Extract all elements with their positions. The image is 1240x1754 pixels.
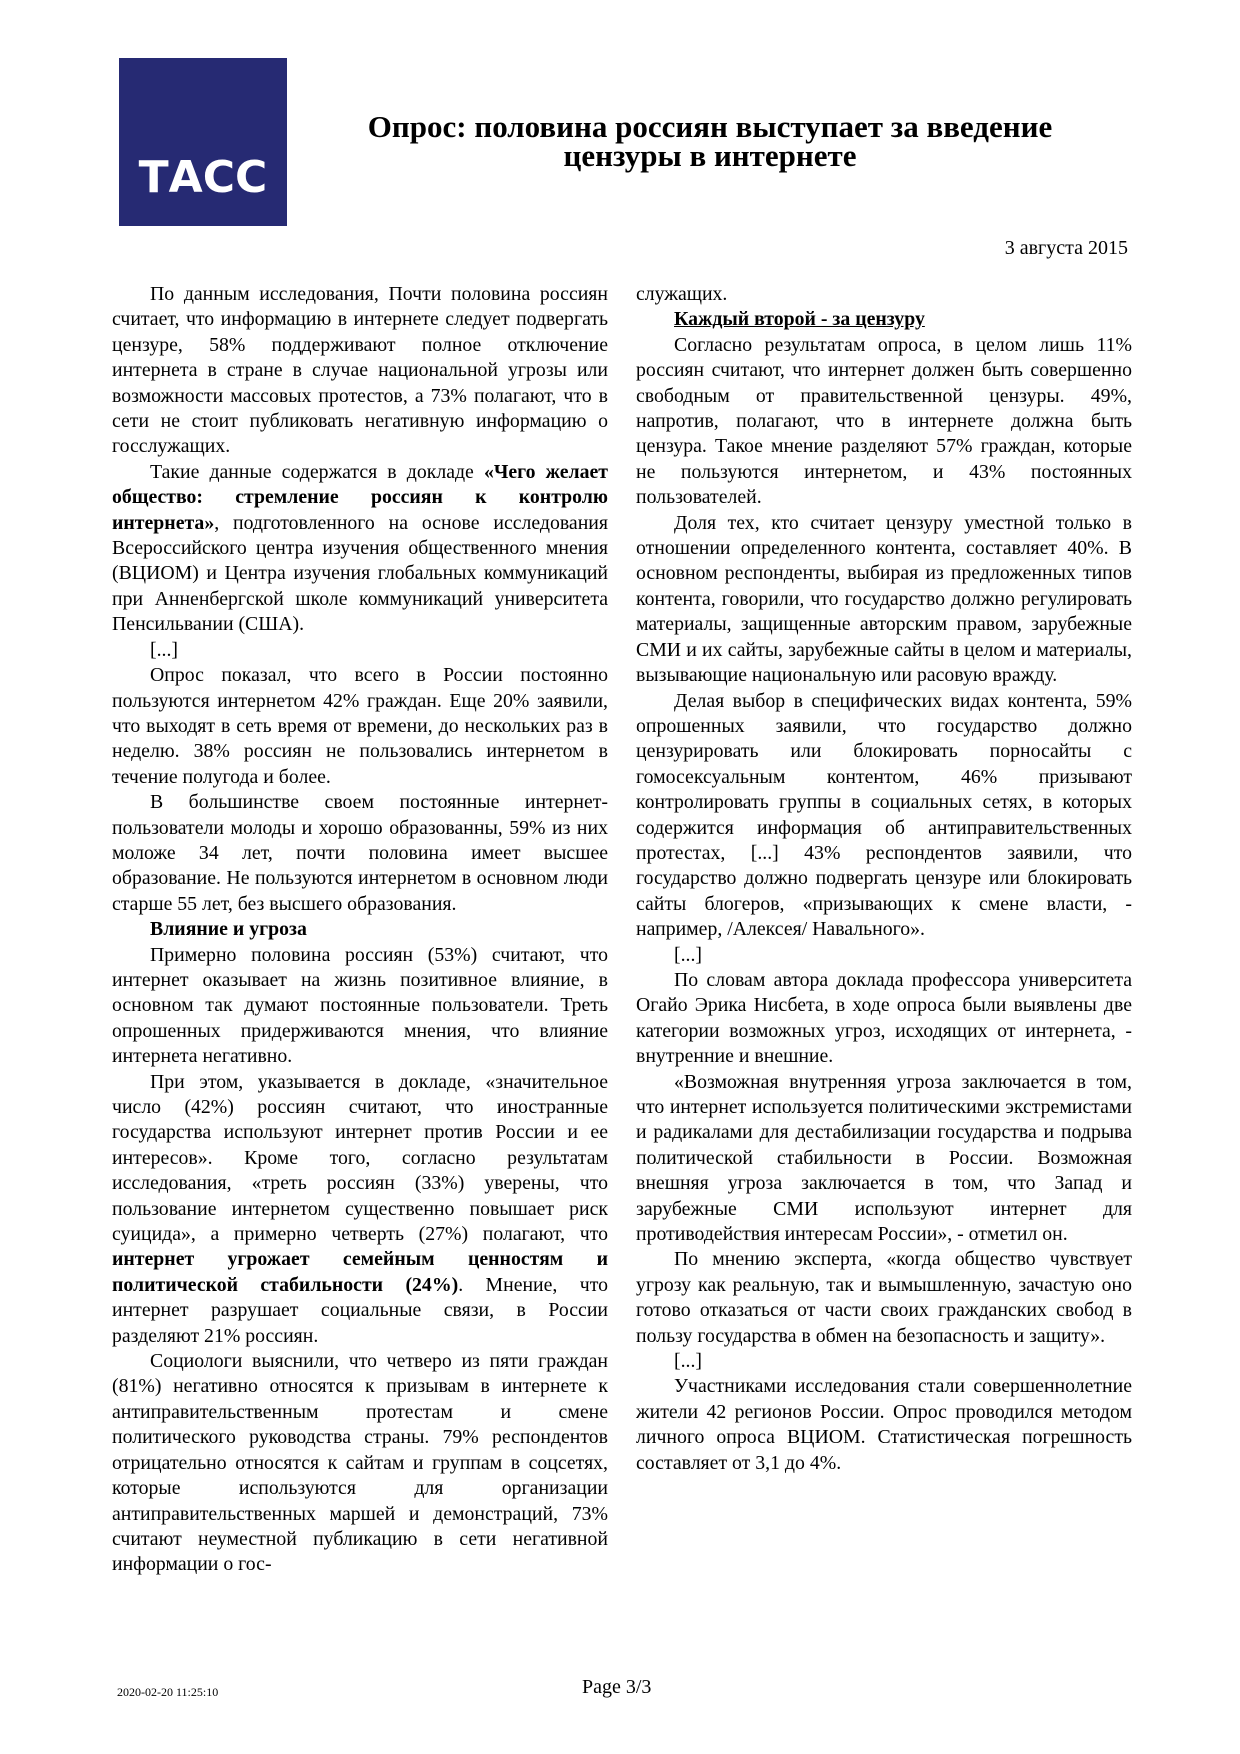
paragraph: «Возможная внутренняя угроза заключается в том, что интернет используется политическими экстремистами и радикалами для дестабилизации государства и подрыва политической стабильности в России. Возможная внешняя угроза заключается в том, что Запад и зарубежные СМИ используют интернет для противодействия интересам России», - отметил он. [636,1070,1132,1246]
paragraph-text: , подготовленного на основе исследования Всероссийского центра изучения общественного мнения (ВЦИОМ) и Центра изучения глобальных коммуникаций при Анненбергской школе коммуникаций университета Пенсильвании (США). [112,511,608,636]
bold-quote: интернет угрожает семейным ценностям и политической стабильности (24%) [112,1248,608,1296]
paragraph: По мнению эксперта, «когда общество чувствует угрозу как реальную, так и вымышленную, зачастую оно готово отказаться от части своих гражданских свобод в пользу государства в обмен на безопасность и защиту». [636,1248,1132,1347]
footer-page-number: Page 3/3 [582,1676,652,1698]
tass-logo [119,58,287,226]
left-column [112,282,608,1578]
tass-logo-text: ТАСС [138,152,268,203]
paragraph: Социологи выяснили, что четверо из пяти граждан (81%) негативно относятся к призывам в интернете к антиправительственным протестам и смене политического руководства страны. 79% респондентов отрицательно относятся к сайтам и группам в соцсетях, которые используются для организации антиправительственных маршей и демонстраций, 73% считают неуместной публикацию в сети негативной информации о гос- [112,1350,608,1576]
paragraph: Согласно результатам опроса, в целом лишь 11% россиян считают, что интернет должен быть совершенно свободным от правительственной цензуры. 49%, напротив, полагают, что в интернете должна быть цензура. Такое мнение разделяют 57% граждан, которые не пользуются интернетом, и 43% постоянных пользователей. [636,333,1132,509]
paragraph-text: При этом, указывается в докладе, «значительное число (42%) россиян считают, что иностранные государства используют интернет против России и ее интересов». Кроме того, согласно результатам исследования, «треть россиян (33%) уверены, что пользование интернетом существенно повышает риск суицида», а примерно четверть (27%) полагают, что [112,1070,608,1246]
ellipsis: [...] [674,1350,703,1373]
paragraph: По словам автора доклада профессора университета Огайо Эрика Нисбета, в ходе опроса были выявлены две категории возможных угроз, исходящих от интернета, - внутренние и внешние. [636,968,1132,1068]
paragraph [112,460,608,638]
paragraph: Опрос показал, что всего в России постоянно пользуются интернетом 42% граждан. Еще 20% заявили, что выходят в сеть время от времени, до нескольких раз в неделю. 38% россиян не пользовались интернетом в течение полугода и более. [112,664,608,788]
paragraph: Делая выбор в специфических видах контента, 59% опрошенных заявили, что государство должно цензурировать или блокировать порносайты с гомосексуальным контентом, 46% призывают контролировать группы в социальных сетях, в которых содержится информация об антиправительственных протестах, [...] 43% респондентов заявили, что государство должно подвергать цензуре или блокировать сайты блогеров, «призывающих к смене власти, - например, /Алексея/ Навального». [636,689,1132,941]
paragraph: В большинстве своем постоянные интернет-пользователи молоды и хорошо образованны, 59% из них моложе 34 лет, почти половина имеет высшее образование. Не пользуются интернетом в основном люди старше 55 лет, без высшего образования. [112,791,608,915]
article-title: Опрос: половина россиян выступает за введение цензуры в интернете [367,109,1053,173]
paragraph-text: . Мнение, что интернет разрушает социальные связи, в России разделяют 21% россиян. [112,1273,608,1347]
report-title: «Чего желает общество: стремление россиян к контролю интернета» [112,460,608,534]
paragraph: Примерно половина россиян (53%) считают, что интернет оказывает на жизнь позитивное влияние, в основном так думают постоянные пользователи. Треть опрошенных придерживаются мнения, что влияние интернета негативно. [112,943,608,1068]
paragraph: Доля тех, кто считает цензуру уместной только в отношении определенного контента, составляет 40%. В основном респонденты, выбирая из предложенных типов контента, говорили, что государство должно регулировать материалы, защищенные авторским правом, зарубежные СМИ и их сайты, зарубежные сайты в целом и материалы, вызывающие национальную или расовую вражду. [636,511,1132,687]
section-heading: Влияние и угроза [150,918,307,941]
paragraph-continuation: служащих. [636,283,728,305]
paragraph [112,1070,608,1349]
paragraph-text: Такие данные содержатся в докладе [150,460,484,483]
footer-timestamp: 2020-02-20 11:25:10 [117,1685,219,1699]
right-column [636,282,1132,1476]
ellipsis: [...] [150,638,179,661]
article-date: 3 августа 2015 [1004,237,1128,259]
paragraph: По данным исследования, Почти половина россиян считает, что информацию в интернете следует подвергать цензуре, 58% поддерживают полное отключение интернета в стране в случае национальной угрозы или возможности массовых протестов, а 73% полагают, что в сети не стоит публиковать негативную информацию о госслужащих. [112,283,608,458]
ellipsis: [...] [674,943,703,966]
paragraph: Участниками исследования стали совершеннолетние жители 42 регионов России. Опрос проводился методом личного опроса ВЦИОМ. Статистическая погрешность составляет от 3,1 до 4%. [636,1375,1132,1474]
section-heading: Каждый второй - за цензуру [674,308,925,331]
